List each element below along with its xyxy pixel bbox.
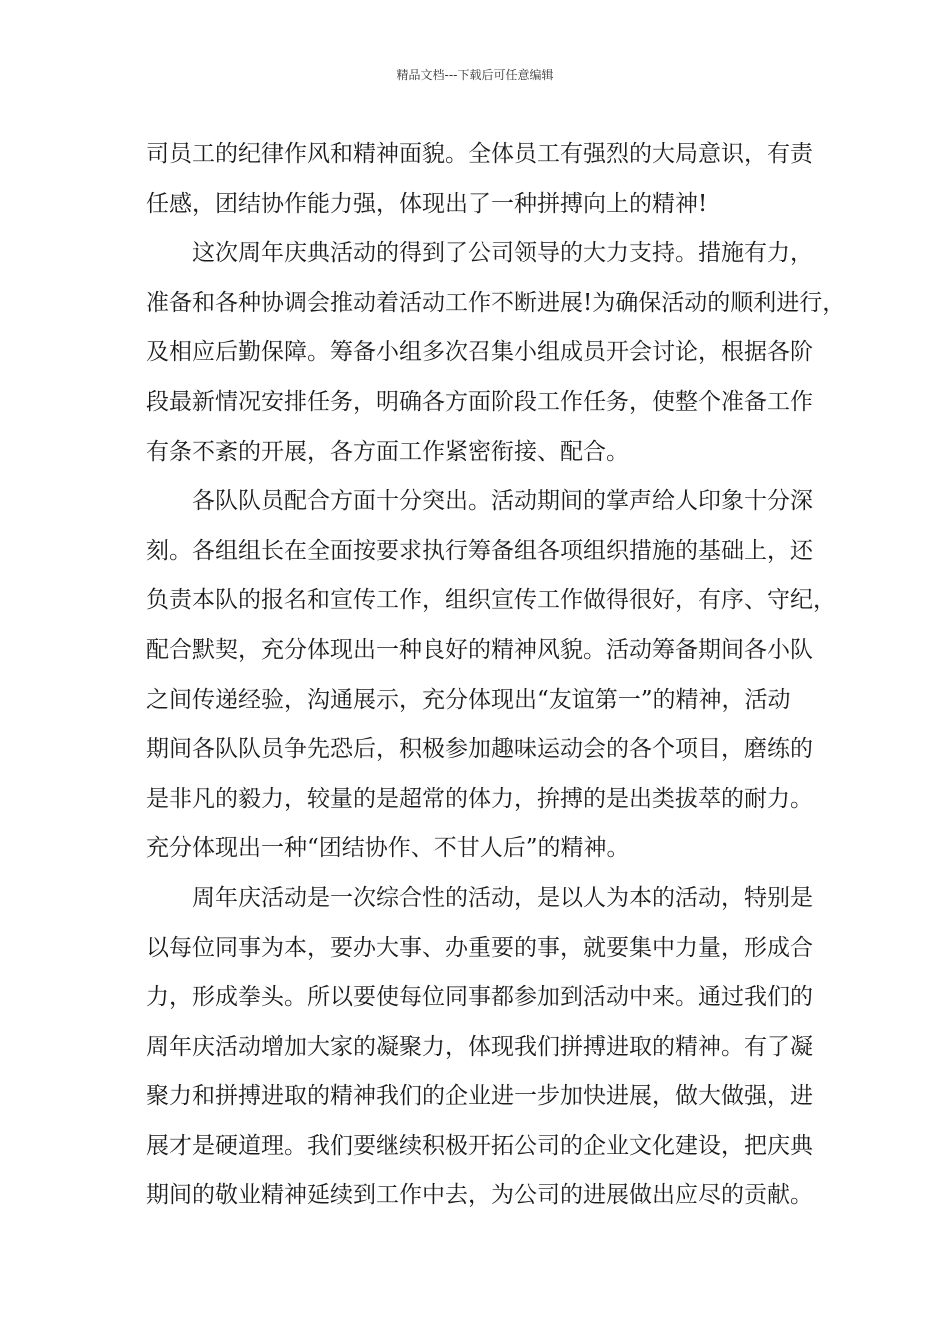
- text-line: 司员工的纪律作风和精神面貌。全体员工有强烈的大局意识，有责: [146, 141, 813, 167]
- text-line: 聚力和拼搏进取的精神我们的企业进一步加快进展，做大做强，进: [146, 1083, 813, 1110]
- text-line: 周年庆活动是一次综合性的活动，是以人为本的活动，特别是: [192, 884, 813, 911]
- text-line: 力，形成拳头。所以要使每位同事都参加到活动中来。通过我们的: [146, 984, 813, 1011]
- text-line: 准备和各种协调会推动着活动工作不断进展!为确保活动的顺利进行，: [146, 289, 846, 316]
- text-line: 是非凡的毅力，较量的是超常的体力，拚搏的是出类拔萃的耐力。: [146, 785, 813, 812]
- text-line: 充分体现出一种“团结协作、不甘人后”的精神。: [146, 835, 630, 862]
- text-line: 之间传递经验，沟通展示，充分体现出“友谊第一”的精神，活动: [146, 686, 791, 713]
- text-line: 及相应后勤保障。筹备小组多次召集小组成员开会讨论，根据各阶: [146, 339, 813, 366]
- text-line: 任感，团结协作能力强，体现出了一种拼搏向上的精神!: [146, 190, 708, 217]
- text-line: 以每位同事为本，要办大事、办重要的事，就要集中力量，形成合: [146, 934, 813, 961]
- text-line: 期间的敬业精神延续到工作中去，为公司的进展做出应尽的贡献。: [146, 1182, 813, 1209]
- text-line: 各队队员配合方面十分突出。活动期间的掌声给人印象十分深: [192, 488, 813, 515]
- page-header: 精品文档---下载后可任意编辑: [396, 68, 554, 82]
- text-line: 这次周年庆典活动的得到了公司领导的大力支持。措施有力，: [192, 240, 813, 267]
- text-line: 期间各队队员争先恐后，积极参加趣味运动会的各个项目，磨练的: [146, 736, 813, 763]
- text-line: 段最新情况安排任务，明确各方面阶段工作任务，使整个准备工作: [146, 388, 813, 415]
- text-line: 负责本队的报名和宣传工作，组织宣传工作做得很好，有序、守纪，: [146, 587, 836, 614]
- text-line: 刻。各组组长在全面按要求执行筹备组各项组织措施的基础上，还: [146, 537, 813, 564]
- text-line: 展才是硬道理。我们要继续积极开拓公司的企业文化建设，把庆典: [146, 1132, 813, 1159]
- text-line: 配合默契，充分体现出一种良好的精神风貌。活动筹备期间各小队: [146, 636, 813, 663]
- text-line: 周年庆活动增加大家的凝聚力，体现我们拼搏进取的精神。有了凝: [146, 1033, 813, 1060]
- body-text: [146, 130, 846, 1221]
- text-line: 有条不紊的开展，各方面工作紧密衔接、配合。: [146, 438, 629, 465]
